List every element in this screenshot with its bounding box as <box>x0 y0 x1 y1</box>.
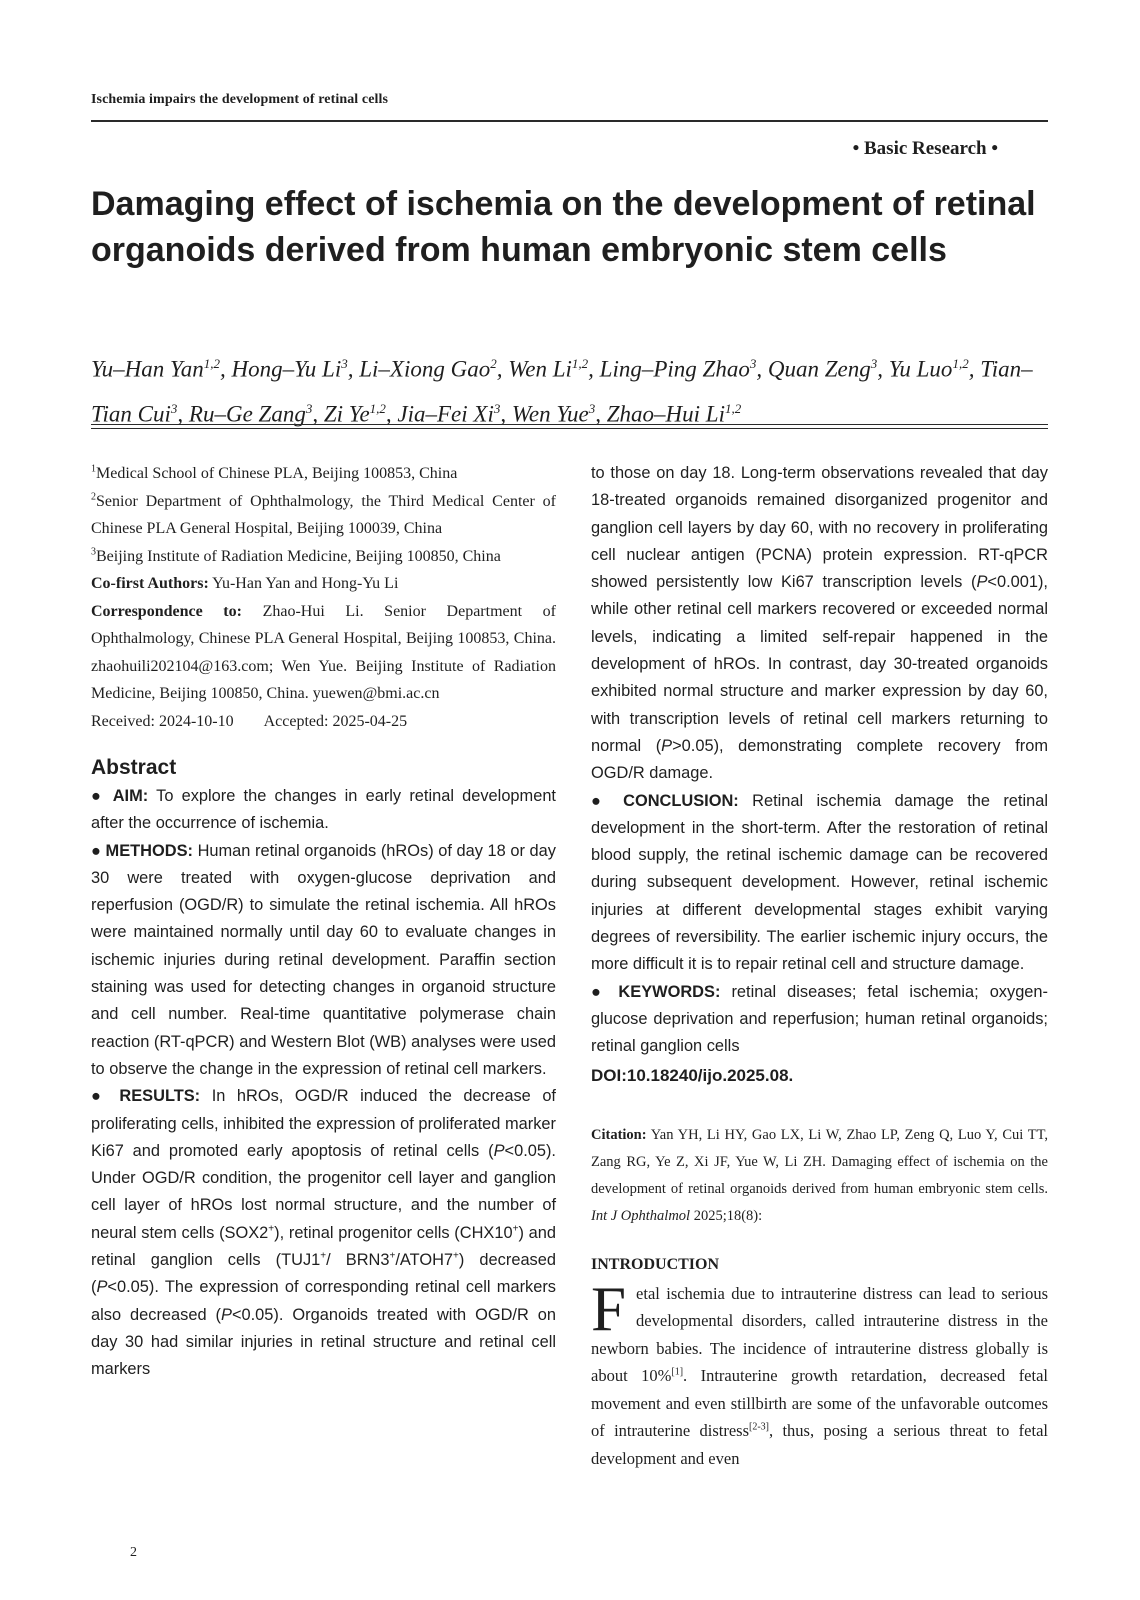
abstract-results: ● RESULTS: In hROs, OGD/R induced the decrease of proliferating cells, inhibited the expression of proliferated marker Ki67 and promoted early apoptosis of retinal cells (P<0.05). Under OGD/R condition, the progenitor cell layer and ganglion cell layer of hROs lost normal structure, and the number of neural stem cells (SOX2+), retinal progenitor cells (CHX10+) and retinal ganglion cells (TUJ1+/ BRN3+/ATOH7+) decreased (P<0.05). The expression of corresponding retinal cell markers also decreased (P<0.05). Organoids treated with OGD/R on day 30 had similar injuries in retinal structure and retinal cell markers <box>91 1087 556 1379</box>
affiliation-text: Beijing Institute of Radiation Medicine, Beijing 100850, China <box>96 547 501 565</box>
intro-text: . Intrauterine growth retardation, decreased fetal movement and even stillbirth are some of the unfavorable outcomes of intrauterine distress <box>591 1366 1049 1441</box>
co-first-label: Co-first Authors: <box>91 575 209 592</box>
affiliation-number: 3 <box>91 546 96 558</box>
author-name: Ling–Ping Zhao <box>599 356 750 382</box>
affiliation-number: 2 <box>91 491 96 503</box>
author-affiliation: 3 <box>870 356 878 371</box>
results-text: <0.05). Under OGD/R condition, the progenitor cell layer and ganglion cell layer of hROs lost normal structure, and the number of neural stem cells (SOX2 <box>91 1141 556 1242</box>
author-affiliation: 3 <box>341 356 348 371</box>
results-text: In hROs, OGD/R induced the decrease of proliferating cells, inhibited the expression of proliferated marker Ki67 and promoted early apoptosis of retinal cells ( <box>91 1087 556 1160</box>
abstract-aim: ● AIM: To explore the changes in early retinal development after the occurrence of ischemia. <box>91 787 556 833</box>
right-column <box>591 460 1048 1472</box>
results-text: / BRN3 <box>326 1251 390 1270</box>
results-continued-text: <0.001), while other retinal cell markers recovered or exceeded normal levels, indicating a limited self-repair happened in the development of hROs. In contrast, day 30-treated organoids exhibited normal structure and marker expression by day 60, with transcription levels of retinal cell markers returning to normal ( <box>591 573 1048 755</box>
author-affiliation: 3 <box>305 400 313 416</box>
abstract-keywords: ● KEYWORDS: retinal diseases; fetal ischemia; oxygen-glucose deprivation and reperfusion; human retinal organoids; retinal ganglion cells <box>591 982 1049 1056</box>
plus-superscript: + <box>389 1250 396 1262</box>
author-affiliation: 3 <box>170 400 178 416</box>
conclusion-text: Retinal ischemia damage the retinal development in the short-term. After the restoration of retinal blood supply, the retinal ischemic damage can be recovered during subsequent development. However, retinal ischemic injuries at different developmental stages exhibit varying degrees of reversibility. The earlier ischemic injury occurs, the more difficult it is to repair retinal cell and structure damage. <box>591 791 1048 974</box>
plus-superscript: + <box>320 1250 327 1262</box>
correspondence <box>91 598 556 708</box>
results-text: ) and retinal ganglion cells (TUJ1 <box>91 1223 556 1270</box>
results-text: ), retinal progenitor cells (CHX10 <box>274 1223 513 1242</box>
author-affiliation: 1,2 <box>952 356 969 371</box>
affiliation-2 <box>91 488 556 543</box>
results-continued-text: >0.05), demonstrating complete recovery from OGD/R damage. <box>591 736 1048 783</box>
author-name: Jia–Fei Xi <box>397 401 494 427</box>
author-affiliation: 3 <box>588 400 596 416</box>
section-tag: • Basic Research • <box>852 138 998 159</box>
results-text: <0.05). The expression of corresponding retinal cell markers also decreased ( <box>91 1278 556 1324</box>
author-name: Yu Luo <box>888 356 953 382</box>
author-name: Quan Zeng <box>767 356 871 382</box>
title-rule-top <box>91 424 1048 425</box>
aim-label: AIM: <box>112 787 149 805</box>
affiliation-1 <box>91 460 556 488</box>
accepted-date: Accepted: 2025-04-25 <box>263 712 408 730</box>
results-text: /ATOH7 <box>395 1251 454 1270</box>
affiliation-3 <box>91 543 556 571</box>
affiliation-number: 1 <box>91 463 96 475</box>
abstract-methods: ● METHODS: Human retinal organoids (hROs) of day 18 or day 30 were treated with oxygen-glucose deprivation and reperfusion (OGD/R) to simulate the retinal ischemia. All hROs were maintained normally until day 60 to evaluate changes in ischemic injuries during retinal development. Paraffin section staining was used for detecting changes in organoid structure and cell number. Real-time quantitative polymerase chain reaction (RT-qPCR) and Western Blot (WB) analyses were used to observe the change in the expression of retinal cell markers. <box>91 841 556 1078</box>
author-name: Zhao–Hui Li <box>606 401 725 427</box>
abstract-heading: Abstract <box>91 756 177 779</box>
results-continued-text: to those on day 18. Long-term observations revealed that day 18-treated organoids remained disorganized progenitor and ganglion cell layers by day 60, with no recovery in proliferating cell nuclear antigen (PCNA) protein expression. RT-qPCR showed persistently low Ki67 transcription levels ( <box>591 464 1048 592</box>
p-symbol: P <box>661 736 673 755</box>
author-name: Hong–Yu Li <box>231 356 342 382</box>
introduction-text <box>591 1273 1049 1473</box>
article-title: Damaging effect of ischemia on the development of retinal organoids derived from human embryonic stem cells <box>91 185 1036 269</box>
co-first-authors <box>91 570 556 598</box>
author-name: Ru–Ge Zang <box>188 401 306 427</box>
citation-journal: Int J Ophthalmol <box>591 1207 691 1224</box>
keywords-text: retinal diseases; fetal ischemia; oxygen-glucose deprivation and reperfusion; human retinal organoids; retinal ganglion cells <box>591 982 1049 1056</box>
author-affiliation: 3 <box>749 356 757 371</box>
plus-superscript: + <box>512 1223 519 1235</box>
running-title: Ischemia impairs the development of retinal cells <box>91 92 389 107</box>
author-affiliation: 1,2 <box>724 400 742 416</box>
conclusion-label: CONCLUSION: <box>623 791 739 810</box>
drop-cap: F <box>591 1273 627 1344</box>
author-affiliation: 2 <box>490 356 497 371</box>
received-date: Received: 2024-10-10 <box>91 712 234 730</box>
abstract-results-continued <box>591 460 1048 788</box>
intro-text: etal ischemia due to intrauterine distress can lead to serious developmental disorders, called intrauterine distress in the newborn babies. The incidence of intrauterine distress globally is about 10% <box>591 1283 1048 1386</box>
doi: DOI:10.18240/ijo.2025.08. <box>591 1065 794 1085</box>
results-text: <0.05). Organoids treated with OGD/R on day 30 had similar injuries in retinal structure and retinal cell markers <box>91 1305 556 1379</box>
author-list: Yu–Han Yan$^{1,2}$, Hong–Yu Li$^3$, Li–Xiong Gao$^2$, Wen Li$^{1,2}$, Ling–Ping Zhao$^3$, Quan Zeng$^3$, Yu Luo$^{1,2}$, Tian–Tian Cui$^3$, Ru–Ge Zang$^3$, Zi Ye$^{1,2}$, Jia–Fei Xi$^3$, Wen Yue$^3$, Zhao–Hui Li$^{1,2}$ <box>91 356 1033 427</box>
methods-text: Human retinal organoids (hROs) of day 18 or day 30 were treated with oxygen-glucose deprivation and reperfusion (OGD/R) to simulate the retinal ischemia. All hROs were maintained normally until day 60 to evaluate changes in ischemic injuries during retinal development. Paraffin section staining was used for detecting changes in organoid structure and cell number. Real-time quantitative polymerase chain reaction (RT-qPCR) and Western Blot (WB) analyses were used to observe the change in the expression of retinal cell markers. <box>91 841 556 1078</box>
author-name: Zi Ye <box>323 401 370 427</box>
author-name: Wen Li <box>508 356 572 382</box>
author-name: Li–Xiong Gao <box>359 356 491 382</box>
affiliation-text: Senior Department of Ophthalmology, the Third Medical Center of Chinese PLA General Hospital, Beijing 100039, China <box>91 492 556 537</box>
reference-marker: [2-3] <box>749 1421 769 1433</box>
citation-year: 2025;18(8): <box>693 1207 763 1224</box>
plus-superscript: + <box>453 1250 459 1262</box>
reference-marker: [1] <box>671 1366 684 1378</box>
citation-label: Citation: <box>591 1126 647 1143</box>
keywords-label: KEYWORDS: <box>618 982 721 1001</box>
results-label: RESULTS: <box>119 1087 201 1106</box>
header-rule <box>91 120 1048 122</box>
title-rule-bottom <box>91 428 1048 429</box>
author-name: Wen Yue <box>511 401 589 427</box>
introduction-heading: INTRODUCTION <box>591 1255 720 1273</box>
p-symbol: P <box>221 1305 232 1324</box>
author-affiliation: 3 <box>493 400 501 416</box>
p-symbol: P <box>976 573 988 592</box>
author-affiliation: 1,2 <box>369 400 386 416</box>
author-name: Yu–Han Yan <box>91 356 204 382</box>
p-symbol: P <box>96 1278 108 1297</box>
page-number: 2 <box>130 1545 137 1560</box>
left-column <box>91 460 556 1384</box>
co-first-text: Yu-Han Yan and Hong-Yu Li <box>212 575 399 592</box>
correspondence-label: Correspondence to: <box>91 602 242 620</box>
author-name: Tian–Tian Cui <box>91 356 1033 427</box>
author-affiliation: 1,2 <box>571 356 589 371</box>
citation-text: Yan YH, Li HY, Gao LX, Li W, Zhao LP, Zeng Q, Luo Y, Cui TT, Zang RG, Ye Z, Xi JF, Yue W, Li ZH. Damaging effect of ischemia on the development of retinal organoids derived from human embryonic stem cells. <box>591 1126 1048 1197</box>
aim-text: To explore the changes in early retinal development after the occurrence of ischemia. <box>91 787 556 833</box>
abstract-conclusion: ● CONCLUSION: Retinal ischemia damage the retinal development in the short-term. After the restoration of retinal blood supply, the retinal ischemic damage can be recovered during subsequent development. However, retinal ischemic injuries at different developmental stages exhibit varying degrees of reversibility. The earlier ischemic injury occurs, the more difficult it is to repair retinal cell and structure damage. <box>591 791 1048 974</box>
intro-text: , thus, posing a serious threat to fetal development and even <box>591 1421 1048 1468</box>
correspondence-text: Zhao-Hui Li. Senior Department of Ophthalmology, Chinese PLA General Hospital, Beijing 100853, China. zhaohuili202104@163.com; Wen Yue. Beijing Institute of Radiation Medicine, Beijing 100850, China. yuewen@bmi.ac.cn <box>91 602 557 702</box>
methods-label: METHODS: <box>105 841 193 860</box>
plus-superscript: + <box>268 1223 275 1235</box>
results-text: ) decreased ( <box>91 1251 556 1297</box>
article-dates <box>91 708 556 736</box>
affiliation-text: Medical School of Chinese PLA, Beijing 100853, China <box>96 465 458 482</box>
citation <box>591 1122 1048 1230</box>
p-symbol: P <box>493 1141 505 1160</box>
author-affiliation: 1,2 <box>203 356 220 371</box>
